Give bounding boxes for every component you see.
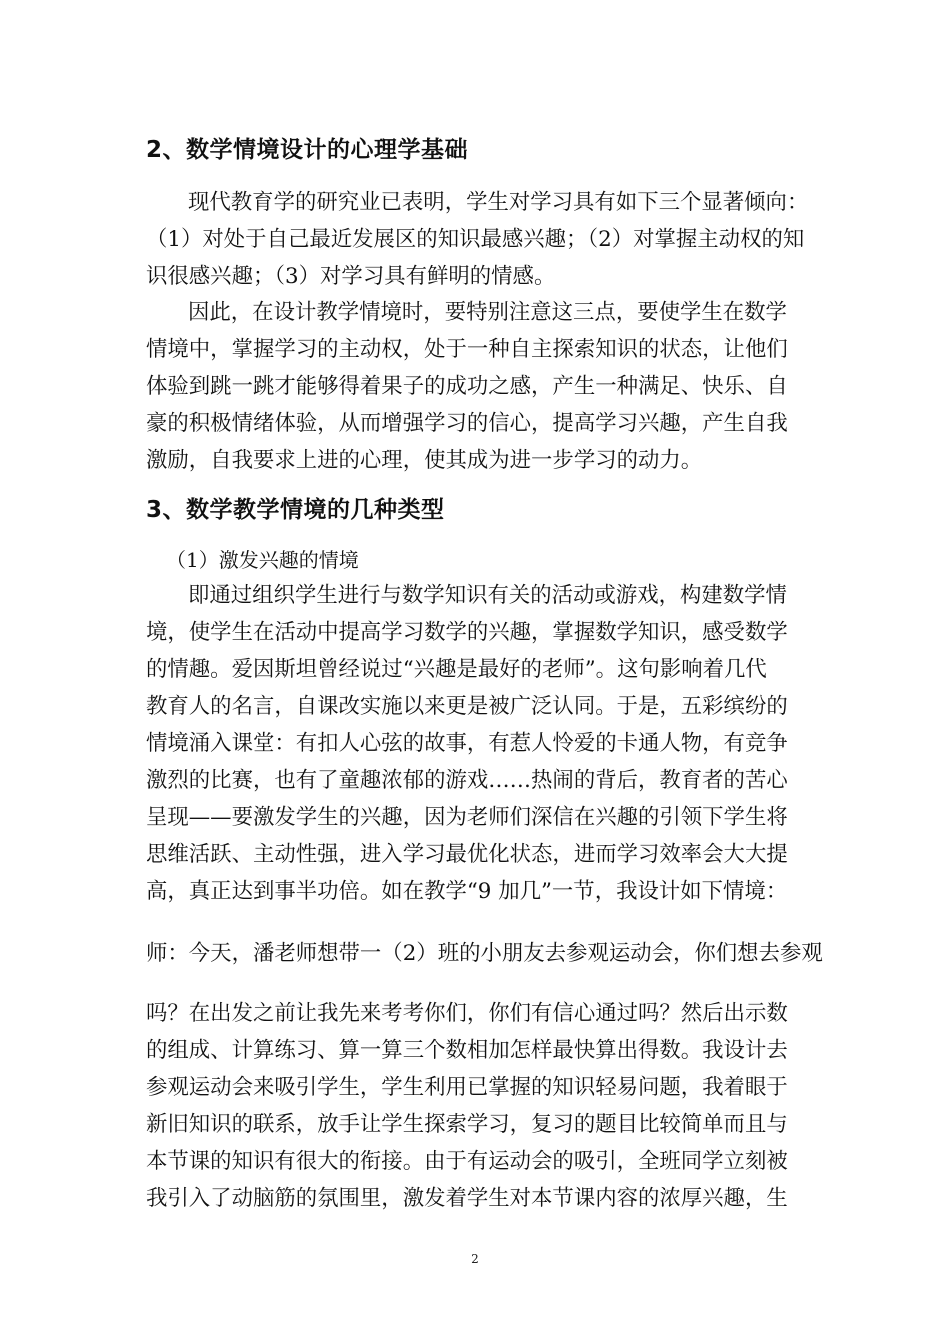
paragraph-line: 的组成、计算练习、算一算三个数相加怎样最快算出得数。我设计去: [146, 1038, 788, 1063]
paragraph-line: 体验到跳一跳才能够得着果子的成功之感，产生一种满足、快乐、自: [146, 374, 788, 399]
paragraph-line: 激励，自我要求上进的心理，使其成为进一步学习的动力。: [146, 448, 703, 473]
paragraph-line: 思维活跃、主动性强，进入学习最优化状态，进而学习效率会大大提: [146, 842, 788, 867]
paragraph-line: 参观运动会来吸引学生，学生利用已掌握的知识轻易问题，我着眼于: [146, 1075, 788, 1100]
paragraph-line: 即通过组织学生进行与数学知识有关的活动或游戏，构建数学情: [188, 583, 787, 608]
paragraph-line: 因此，在设计教学情境时，要特别注意这三点，要使学生在数学: [188, 300, 787, 325]
paragraph-line: 新旧知识的联系，放手让学生探索学习，复习的题目比较简单而且与: [146, 1112, 788, 1137]
paragraph-line: 呈现——要激发学生的兴趣，因为老师们深信在兴趣的引领下学生将: [146, 805, 788, 830]
page-number: 2: [471, 1252, 479, 1266]
section-3-subheading: （1）激发兴趣的情境: [166, 548, 359, 572]
paragraph-line: 本节课的知识有很大的衔接。由于有运动会的吸引，全班同学立刻被: [146, 1149, 788, 1174]
paragraph-line: 吗？在出发之前让我先来考考你们，你们有信心通过吗？然后出示数: [146, 1001, 788, 1026]
paragraph-line: 教育人的名言，自课改实施以来更是被广泛认同。于是，五彩缤纷的: [146, 694, 788, 719]
paragraph-line: 师：今天，潘老师想带一（2）班的小朋友去参观运动会，你们想去参观: [146, 941, 823, 966]
paragraph-line: 我引入了动脑筋的氛围里，激发着学生对本节课内容的浓厚兴趣，生: [146, 1186, 788, 1211]
paragraph-line: 情境涌入课堂：有扣人心弦的故事，有惹人怜爱的卡通人物，有竞争: [146, 731, 788, 756]
paragraph-line: （1）对处于自己最近发展区的知识最感兴趣；（2）对掌握主动权的知: [146, 227, 805, 252]
paragraph-line: 豪的积极情绪体验，从而增强学习的信心，提高学习兴趣，产生自我: [146, 411, 788, 436]
paragraph-line: 的情趣。爱因斯坦曾经说过“兴趣是最好的老师”。这句影响着几代: [146, 657, 767, 682]
section-2-heading: 2、数学情境设计的心理学基础: [146, 137, 469, 163]
paragraph-line: 现代教育学的研究业已表明，学生对学习具有如下三个显著倾向：: [188, 190, 809, 215]
paragraph-line: 境，使学生在活动中提高学习数学的兴趣，掌握数学知识，感受数学: [146, 620, 788, 645]
paragraph-line: 激烈的比赛，也有了童趣浓郁的游戏……热闹的背后，教育者的苦心: [146, 768, 788, 793]
section-3-heading: 3、数学教学情境的几种类型: [146, 497, 445, 523]
paragraph-line: 高，真正达到事半功倍。如在教学“9 加几”一节，我设计如下情境：: [146, 879, 788, 904]
paragraph-line: 情境中，掌握学习的主动权，处于一种自主探索知识的状态，让他们: [146, 337, 788, 362]
paragraph-line: 识很感兴趣；（3）对学习具有鲜明的情感。: [146, 264, 556, 289]
